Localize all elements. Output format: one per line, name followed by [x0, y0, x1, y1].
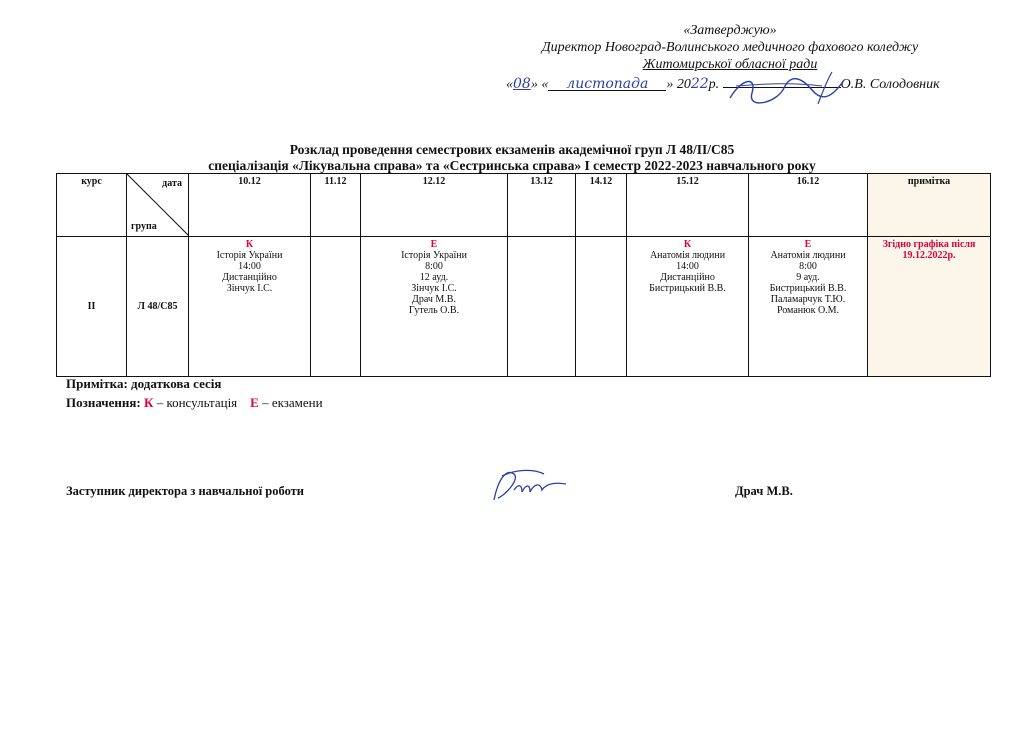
- cell-line: Анатомія людини: [649, 250, 726, 261]
- cell-line: Бистрицький В.В.: [649, 283, 726, 294]
- header-date-1: 10.12: [189, 174, 311, 237]
- cell-line: Паламарчук Т.Ю.: [770, 294, 846, 305]
- deputy-signature-icon: [484, 460, 574, 508]
- approval-day: 08: [513, 76, 531, 92]
- cell-date-1: [189, 237, 311, 377]
- cell-line: 8:00: [425, 261, 443, 272]
- signature-name: Драч М.В.: [735, 484, 793, 498]
- cell-note: [868, 237, 991, 377]
- cell-date-2: [311, 237, 361, 377]
- approval-line1: Директор Новоград-Волинського медичного фахового коледжу: [541, 40, 919, 55]
- row-group: Л 48/С85: [127, 237, 189, 377]
- cell-date-3: [361, 237, 508, 377]
- cell-date-7: [749, 237, 868, 377]
- row-course: ІІ: [57, 237, 127, 377]
- approval-heading: «Затверджую»: [683, 23, 777, 38]
- approval-date-line: «08» « листопада » 2022р. О.В. Солодовник: [470, 73, 990, 93]
- director-signature-icon: [722, 68, 852, 108]
- cell-line: Анатомія людини: [770, 250, 846, 261]
- cell-date-4: [508, 237, 576, 377]
- cell-date-5: [576, 237, 627, 377]
- header-note: примітка: [868, 174, 991, 237]
- cell-line: Зінчук І.С.: [411, 283, 457, 294]
- approval-line2: Житомирської обласної ради: [642, 57, 818, 72]
- header-date-3: 12.12: [361, 174, 508, 237]
- cell-mark: К: [245, 239, 254, 250]
- legend-k: К: [144, 395, 154, 410]
- header-date: дата: [162, 178, 182, 189]
- approval-month: листопада: [566, 76, 649, 92]
- cell-mark: Е: [804, 239, 812, 250]
- cell-line: Дистанційно: [222, 272, 277, 283]
- header-date-6: 15.12: [627, 174, 749, 237]
- legend-e-text: – екзамени: [258, 395, 323, 410]
- cell-line: 8:00: [799, 261, 817, 272]
- cell-line: 9 ауд.: [796, 272, 820, 283]
- header-date-7: 16.12: [749, 174, 868, 237]
- cell-line: Романюк О.М.: [776, 305, 840, 316]
- header-date-group: [127, 174, 189, 237]
- approval-signer: О.В. Солодовник: [840, 77, 940, 92]
- cell-date-6: [627, 237, 749, 377]
- cell-line: Історія України: [401, 250, 467, 261]
- header-course: курс: [57, 174, 127, 237]
- note-text: Згідно графіка після 19.12.2022р.: [882, 239, 976, 261]
- schedule-table: [56, 173, 991, 377]
- doc-title-line1: Розклад проведення семестрових екзаменів академічної груп Л 48/ІІ/С85: [289, 142, 735, 157]
- approval-year-suffix: р.: [708, 77, 720, 92]
- table-header-row: [57, 174, 991, 237]
- table-row: [57, 237, 991, 377]
- cell-line: 12 ауд.: [419, 272, 449, 283]
- cell-line: Дистанційно: [660, 272, 715, 283]
- cell-line: Бистрицький В.В.: [769, 283, 847, 294]
- header-group: група: [131, 221, 157, 232]
- legend: [66, 395, 323, 411]
- signature-position: Заступник директора з навчальної роботи: [66, 484, 305, 498]
- legend-label: Позначення:: [66, 395, 141, 410]
- header-date-4: 13.12: [508, 174, 576, 237]
- approval-year-hand: 22: [690, 76, 709, 92]
- doc-title-line2: спеціалізація «Лікувальна справа» та «Сестринська справа» І семестр 2022-2023 навчального року: [208, 158, 816, 173]
- cell-line: Зінчук І.С.: [226, 283, 273, 294]
- cell-mark: К: [683, 239, 692, 250]
- approval-year-prefix: 20: [676, 77, 691, 92]
- cell-mark: Е: [430, 239, 438, 250]
- legend-e: Е: [250, 395, 259, 410]
- legend-k-text: – консультація: [153, 395, 238, 410]
- header-date-5: 14.12: [576, 174, 627, 237]
- header-date-2: 11.12: [311, 174, 361, 237]
- cell-line: Гутель О.В.: [408, 305, 460, 316]
- cell-line: Драч М.В.: [412, 294, 456, 305]
- additional-session-note: Примітка: додаткова сесія: [66, 376, 222, 391]
- cell-line: Історія України: [216, 250, 283, 261]
- cell-line: 14:00: [238, 261, 261, 272]
- cell-line: 14:00: [676, 261, 699, 272]
